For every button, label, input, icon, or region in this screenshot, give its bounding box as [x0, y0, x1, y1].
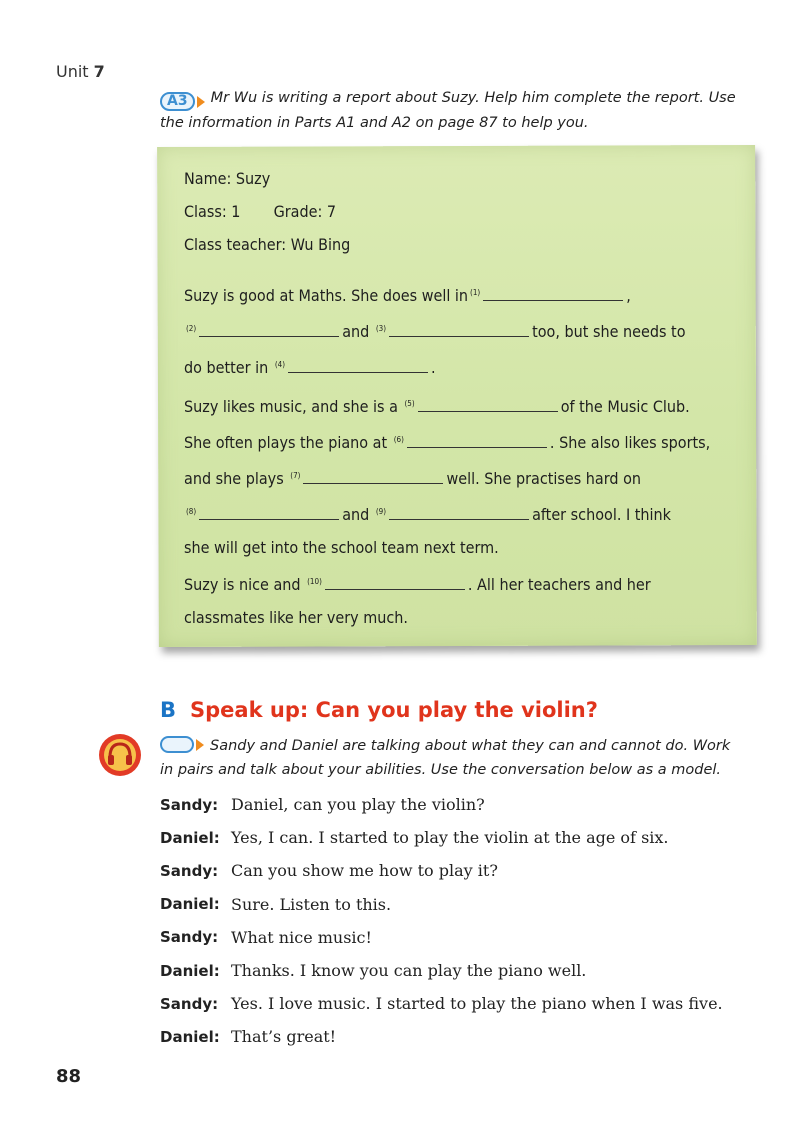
- speaker-name: Daniel:: [160, 961, 220, 980]
- report-grade: Grade: 7: [273, 202, 337, 221]
- report-teacher: Class teacher: Wu Bing: [184, 235, 351, 254]
- play-arrow-icon: [197, 96, 205, 108]
- dialogue-line: [160, 954, 760, 987]
- blank-10[interactable]: [325, 576, 465, 590]
- dialogue-line: [160, 854, 760, 887]
- task-a3-instruction-line2: the information in Parts A1 and A2 on page 87 to help you.: [160, 115, 589, 131]
- speaker-name: Sandy:: [160, 861, 219, 880]
- blank-5[interactable]: [418, 398, 558, 412]
- task-a3-badge: [160, 92, 205, 111]
- report-class: Class: 1: [184, 202, 241, 221]
- section-b-instruction-line1: Sandy and Daniel are talking about what they can and cannot do. Work: [210, 738, 731, 754]
- unit-number: 7: [93, 62, 105, 81]
- unit-header: [56, 62, 105, 81]
- speech-text: Can you show me how to play it?: [231, 861, 498, 881]
- p3-line-2: classmates like her very much.: [184, 608, 408, 627]
- p2-line-3: and she plays $^{(7)}$ well. She practises hard on: [184, 469, 642, 488]
- speaker-name: Daniel:: [160, 895, 220, 914]
- blank-3[interactable]: [389, 323, 529, 337]
- speech-text: Thanks. I know you can play the piano well.: [231, 961, 587, 981]
- play-arrow-icon: [196, 739, 204, 751]
- blank-6[interactable]: [407, 434, 547, 448]
- report-paragraph-3: [184, 565, 744, 634]
- p2-line-4: $^{(8)}$ and $^{(9)}$ after school. I think: [186, 505, 671, 524]
- section-b-instruction: [160, 734, 740, 782]
- speaker-name: Daniel:: [160, 828, 220, 847]
- task-a3-instruction-line1: Mr Wu is writing a report about Suzy. Help him complete the report. Use: [210, 90, 736, 106]
- dialogue-line: [160, 1020, 760, 1053]
- p1-line-2: $^{(2)}$ and $^{(3)}$ too, but she needs to: [186, 322, 686, 341]
- blank-8[interactable]: [199, 506, 339, 520]
- dialogue-line: [160, 921, 760, 954]
- speaker-name: Daniel:: [160, 1027, 220, 1046]
- dialogue-line: [160, 987, 760, 1020]
- report-paragraph-1: [184, 276, 744, 384]
- speak-pill: [160, 736, 194, 753]
- section-title-text: Speak up: Can you play the violin?: [190, 698, 598, 722]
- blank-9[interactable]: [389, 506, 529, 520]
- speech-text: Yes. I love music. I started to play the piano when I was five.: [231, 994, 723, 1014]
- report-class-grade: [184, 201, 744, 223]
- speaker-name: Sandy:: [160, 928, 219, 947]
- report-name: Name: Suzy: [184, 169, 271, 188]
- section-b-instruction-line2: in pairs and talk about your abilities. Use the conversation below as a model.: [160, 762, 722, 778]
- p1-line-1: Suzy is good at Maths. She does well in $^{(1)}$ ,: [184, 286, 631, 305]
- task-a3-instruction: [160, 86, 740, 135]
- section-b-title: [160, 698, 598, 722]
- headphones-icon: [98, 733, 142, 777]
- task-a3-label: A3: [160, 92, 195, 111]
- blank-7[interactable]: [303, 470, 443, 484]
- unit-label: Unit: [56, 62, 89, 81]
- p3-line-1: Suzy is nice and $^{(10)}$ . All her teachers and her: [184, 575, 651, 594]
- speech-text: That’s great!: [231, 1027, 337, 1047]
- speaker-name: Sandy:: [160, 795, 219, 814]
- blank-4[interactable]: [288, 359, 428, 373]
- speech-text: What nice music!: [231, 927, 372, 947]
- dialogue-line: [160, 821, 760, 854]
- dialogue-line: [160, 888, 760, 921]
- speech-text: Daniel, can you play the violin?: [231, 795, 485, 815]
- section-letter: B: [160, 698, 177, 722]
- blank-2[interactable]: [199, 323, 339, 337]
- p1-line-3: do better in $^{(4)}$ .: [184, 358, 436, 377]
- report-paragraph-2: [184, 387, 744, 564]
- p2-line-5: she will get into the school team next term.: [184, 538, 499, 557]
- speaker-name: Sandy:: [160, 994, 219, 1013]
- speech-text: Yes, I can. I started to play the violin at the age of six.: [231, 828, 669, 848]
- speak-badge: [160, 736, 204, 753]
- p2-line-1: Suzy likes music, and she is a $^{(5)}$ of the Music Club.: [184, 397, 690, 416]
- page-number: 88: [56, 1066, 82, 1087]
- speech-text: Sure. Listen to this.: [231, 894, 392, 914]
- dialogue: [160, 788, 760, 1054]
- blank-1[interactable]: [483, 287, 623, 301]
- dialogue-line: [160, 788, 760, 821]
- p2-line-2: She often plays the piano at $^{(6)}$ . She also likes sports,: [184, 433, 711, 452]
